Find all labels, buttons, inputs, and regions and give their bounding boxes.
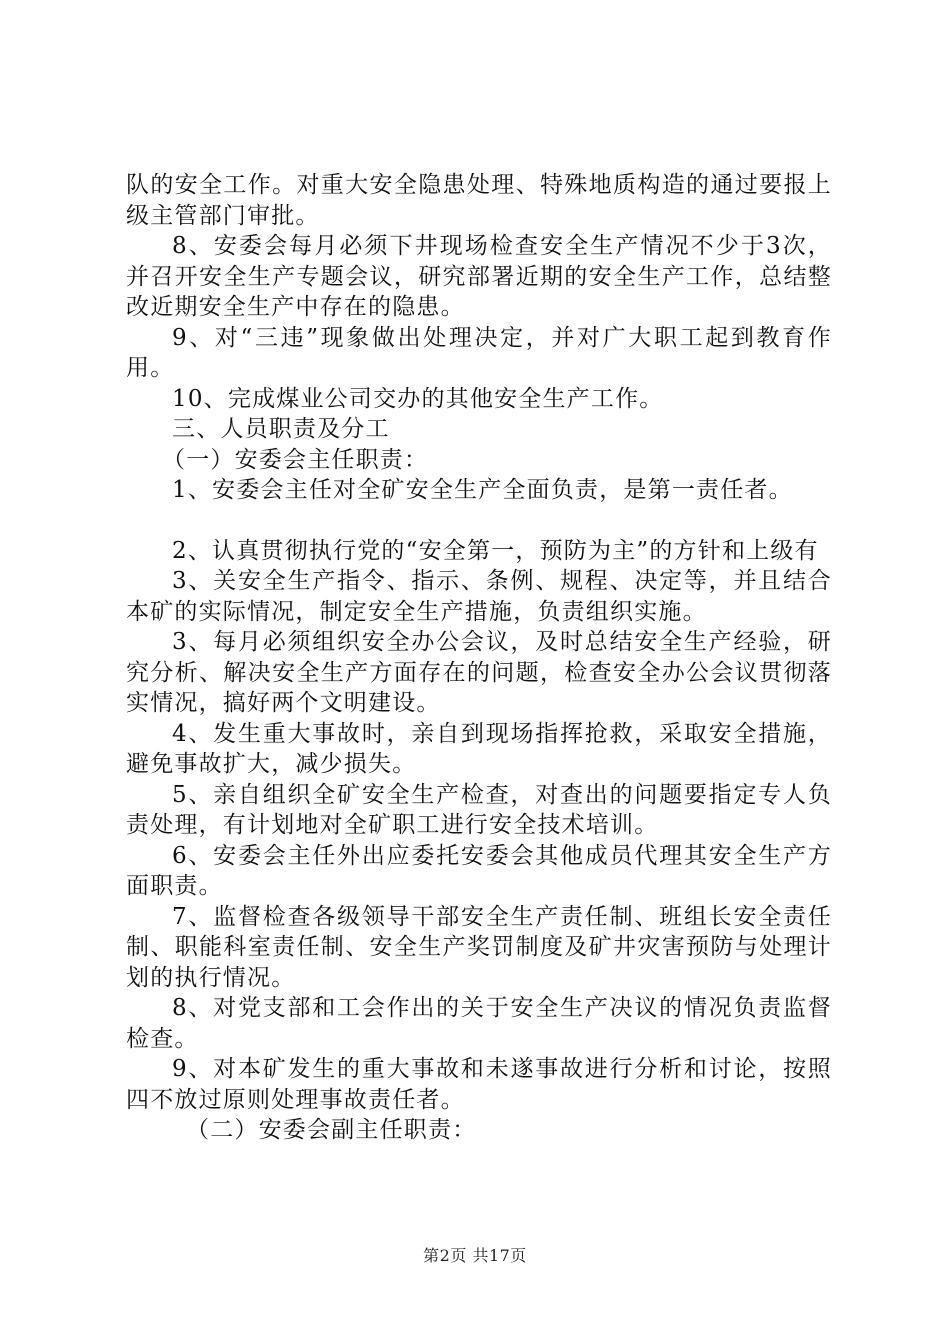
paragraph: 4、发生重大事故时，亲自到现场指挥抢救，采取安全措施，避免事故扩大，减少损失。 [126, 720, 832, 777]
document-body [126, 170, 832, 1146]
paragraph: 9、对“三违”现象做出处理决定，并对广大职工起到教育作用。 [126, 324, 832, 381]
paragraph: 8、安委会每月必须下井现场检查安全生产情况不少于3次，并召开安全生产专题会议，研究部署近期的安全生产工作，总结整改近期安全生产中存在的隐患。 [126, 233, 832, 320]
paragraph: 2、认真贯彻执行党的“安全第一，预防为主”的方针和上级有 [172, 537, 819, 564]
paragraph: 5、亲自组织全矿安全生产检查，对查出的问题要指定专人负责处理，有计划地对全矿职工进行安全技术培训。 [126, 781, 832, 838]
paragraph: 8、对党支部和工会作出的关于安全生产决议的情况负责监督检查。 [126, 995, 832, 1052]
paragraph: 6、安委会主任外出应委托安委会其他成员代理其安全生产方面职责。 [126, 842, 832, 899]
paragraph: 队的安全工作。对重大安全隐患处理、特殊地质构造的通过要报上级主管部门审批。 [126, 172, 832, 229]
subsection-heading: （一）安委会主任职责： [162, 446, 429, 473]
paragraph: 1、安委会主任对全矿安全生产全面负责，是第一责任者。 [172, 477, 793, 503]
paragraph: 3、每月必须组织安全办公会议，及时总结安全生产经验，研究分析、解决安全生产方面存在的问题，检查安全办公会议贯彻落实情况，搞好两个文明建设。 [126, 629, 832, 716]
page-number-footer: 第2页 共17页 [423, 1246, 527, 1265]
section-heading: 三、人员职责及分工 [172, 416, 390, 442]
paragraph: 3、关安全生产指令、指示、条例、规程、决定等，并且结合本矿的实际情况，制定安全生产措施，负责组织实施。 [126, 568, 832, 625]
subsection-heading: （二）安委会副主任职责： [186, 1117, 477, 1143]
paragraph: 9、对本矿发生的重大事故和未遂事故进行分析和讨论，按照四不放过原则处理事故责任者。 [126, 1056, 832, 1113]
paragraph: 7、监督检查各级领导干部安全生产责任制、班组长安全责任制、职能科室责任制、安全生产奖罚制度及矿井灾害预防与处理计划的执行情况。 [126, 903, 832, 991]
paragraph: 10、完成煤业公司交办的其他安全生产工作。 [172, 385, 664, 412]
